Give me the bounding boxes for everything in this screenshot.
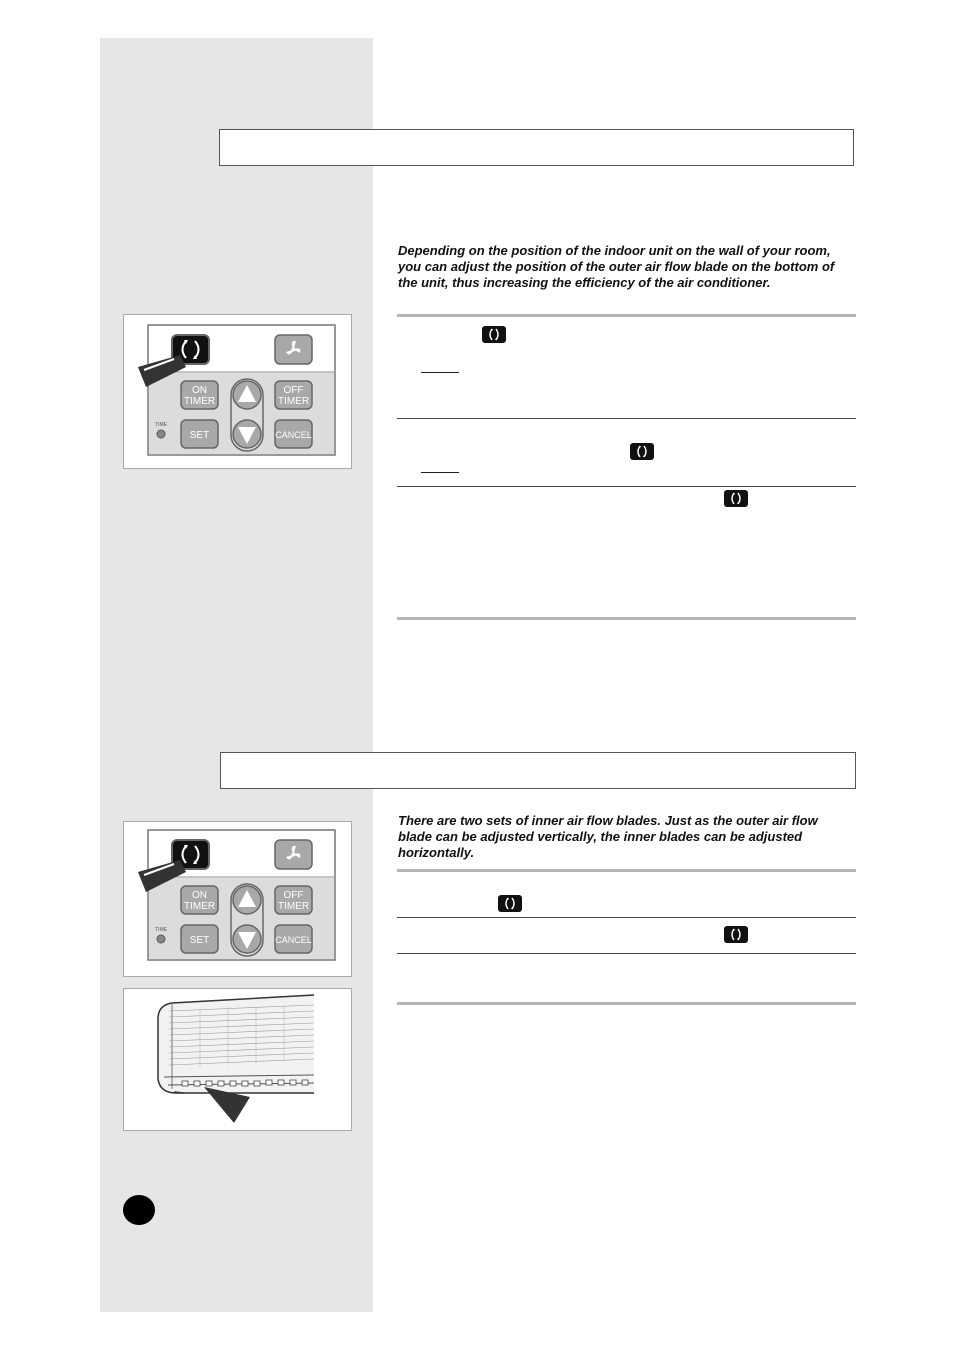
rule-top-inner [397, 869, 856, 872]
note-underline-1 [421, 372, 459, 373]
on-timer-label-line2: TIMER [183, 396, 216, 407]
cancel-button[interactable] [275, 420, 312, 448]
indoor-unit-figure [123, 988, 352, 1131]
swing-icon [630, 443, 654, 460]
section-title-box-outer-blade [219, 129, 854, 166]
time-label: TIME [155, 927, 167, 933]
off-timer-label-line1: OFF [283, 385, 304, 396]
off-timer-button[interactable] [275, 886, 312, 914]
down-button[interactable] [233, 925, 261, 953]
off-timer-button[interactable] [275, 381, 312, 409]
fan-button[interactable] [275, 335, 312, 364]
swing-icon [724, 926, 748, 943]
page-number-badge [123, 1195, 155, 1225]
set-button[interactable] [181, 420, 218, 448]
rule-top-outer [397, 314, 856, 317]
set-button[interactable] [181, 925, 218, 953]
on-timer-button[interactable] [181, 381, 218, 409]
time-led [157, 935, 165, 943]
remote-control-figure-1 [123, 314, 352, 469]
intro-inner-blades: There are two sets of inner air flow blades. Just as the outer air flow blade can be adjusted vertically, the inner blades can be adjusted horizontally. [398, 813, 818, 860]
note-underline-2 [421, 472, 459, 473]
swing-icon [482, 326, 506, 343]
section-title-box-inner-blades [220, 752, 856, 789]
up-button[interactable] [233, 381, 261, 409]
on-timer-label-line1: ON [192, 890, 207, 901]
down-button[interactable] [233, 420, 261, 448]
on-timer-button[interactable] [181, 886, 218, 914]
rule-bottom-inner [397, 1002, 856, 1005]
swing-icon [498, 895, 522, 912]
rule-step-inner-2 [397, 953, 856, 954]
cancel-button[interactable] [275, 925, 312, 953]
off-timer-label-line2: TIMER [277, 901, 310, 912]
off-timer-label-line1: OFF [283, 890, 304, 901]
time-led [157, 430, 165, 438]
set-label: SET [189, 935, 210, 946]
rule-step-1 [397, 418, 856, 419]
cancel-label: CANCEL [275, 935, 312, 945]
up-button[interactable] [233, 886, 261, 914]
off-timer-label-line2: TIMER [277, 396, 310, 407]
swing-icon [724, 490, 748, 507]
rule-step-inner-1 [397, 917, 856, 918]
cancel-label: CANCEL [275, 430, 312, 440]
on-timer-label-line1: ON [192, 385, 207, 396]
on-timer-label-line2: TIMER [183, 901, 216, 912]
time-label: TIME [155, 422, 167, 428]
fan-button[interactable] [275, 840, 312, 869]
set-label: SET [189, 430, 210, 441]
rule-step-2 [397, 486, 856, 487]
intro-outer-blade: Depending on the position of the indoor unit on the wall of your room, you can adjust the position of the outer air flow blade on the bottom of the unit, thus increasing the efficiency of the air conditioner. [398, 243, 835, 290]
remote-control-figure-2 [123, 821, 352, 977]
rule-bottom-outer [397, 617, 856, 620]
